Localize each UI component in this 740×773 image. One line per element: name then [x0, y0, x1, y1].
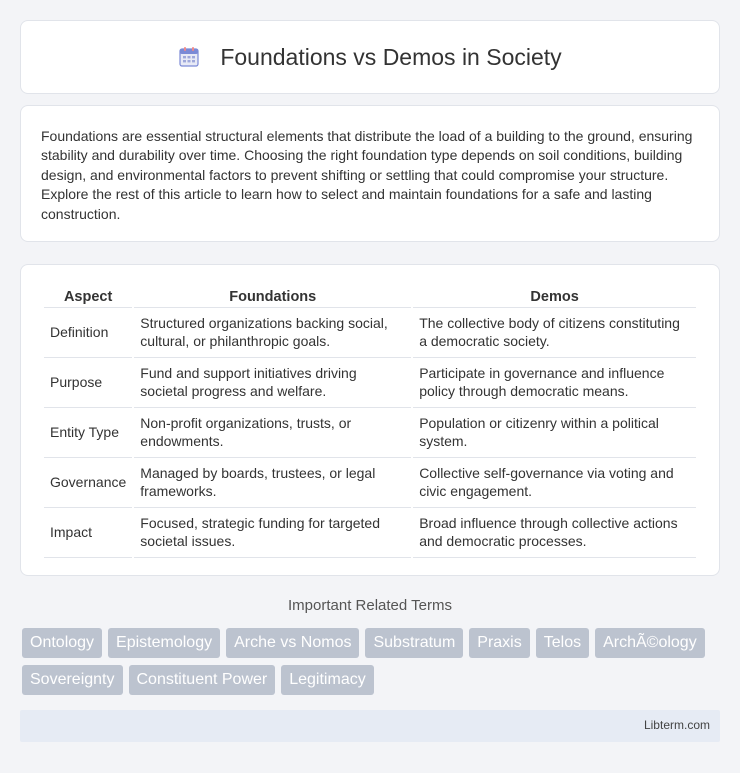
intro-card	[20, 105, 720, 242]
table-row	[44, 358, 696, 408]
row-foundations: Non-profit organizations, trusts, or endowments.	[134, 408, 411, 458]
row-aspect: Definition	[44, 308, 132, 358]
header-demos: Demos	[413, 283, 696, 308]
tag-substratum[interactable]: Substratum	[365, 628, 463, 658]
row-foundations: Focused, strategic funding for targeted societal issues.	[134, 508, 411, 558]
tag-archeology[interactable]: ArchÃ©ology	[595, 628, 705, 658]
table-row	[44, 408, 696, 458]
row-aspect: Entity Type	[44, 408, 132, 458]
footer-site-link[interactable]: Libterm.com	[643, 718, 710, 732]
header-foundations: Foundations	[134, 283, 411, 308]
tag-constituent-power[interactable]: Constituent Power	[129, 665, 276, 695]
comparison-table	[42, 283, 698, 558]
row-aspect: Purpose	[44, 358, 132, 408]
row-foundations: Managed by boards, trustees, or legal frameworks.	[134, 458, 411, 508]
row-demos: Participate in governance and influence policy through democratic means.	[413, 358, 696, 408]
row-demos: The collective body of citizens constituting a democratic society.	[413, 308, 696, 358]
tag-praxis[interactable]: Praxis	[469, 628, 529, 658]
table-row	[44, 508, 696, 558]
row-demos: Collective self-governance via voting and civic engagement.	[413, 458, 696, 508]
intro-text: Foundations are essential structural elements that distribute the load of a building to the ground, ensuring stability and durability over time. Choosing the right foundation type depends on soil conditions, building design, and environmental factors to prevent shifting or settling that could compromise your structure. Explore the rest of this article to learn how to select and maintain foundations for a safe and lasting construction.	[41, 128, 693, 222]
row-aspect: Governance	[44, 458, 132, 508]
related-terms-list	[22, 628, 722, 695]
table-row	[44, 458, 696, 508]
header-aspect: Aspect	[44, 283, 132, 308]
row-foundations: Structured organizations backing social, cultural, or philanthropic goals.	[134, 308, 411, 358]
tag-ontology[interactable]: Ontology	[22, 628, 102, 658]
row-aspect: Impact	[44, 508, 132, 558]
table-row	[44, 308, 696, 358]
tag-legitimacy[interactable]: Legitimacy	[281, 665, 373, 695]
footer	[20, 710, 720, 742]
calendar-icon	[178, 46, 200, 68]
tag-telos[interactable]: Telos	[536, 628, 589, 658]
row-foundations: Fund and support initiatives driving societal progress and welfare.	[134, 358, 411, 408]
page-title: Foundations vs Demos in Society	[220, 43, 562, 70]
comparison-card	[20, 264, 720, 576]
title-card	[20, 20, 720, 94]
row-demos: Population or citizenry within a political system.	[413, 408, 696, 458]
tag-sovereignty[interactable]: Sovereignty	[22, 665, 123, 695]
tag-arche-vs-nomos[interactable]: Arche vs Nomos	[226, 628, 359, 658]
related-terms-title: Important Related Terms	[288, 597, 452, 614]
tag-epistemology[interactable]: Epistemology	[108, 628, 220, 658]
row-demos: Broad influence through collective actions and democratic processes.	[413, 508, 696, 558]
